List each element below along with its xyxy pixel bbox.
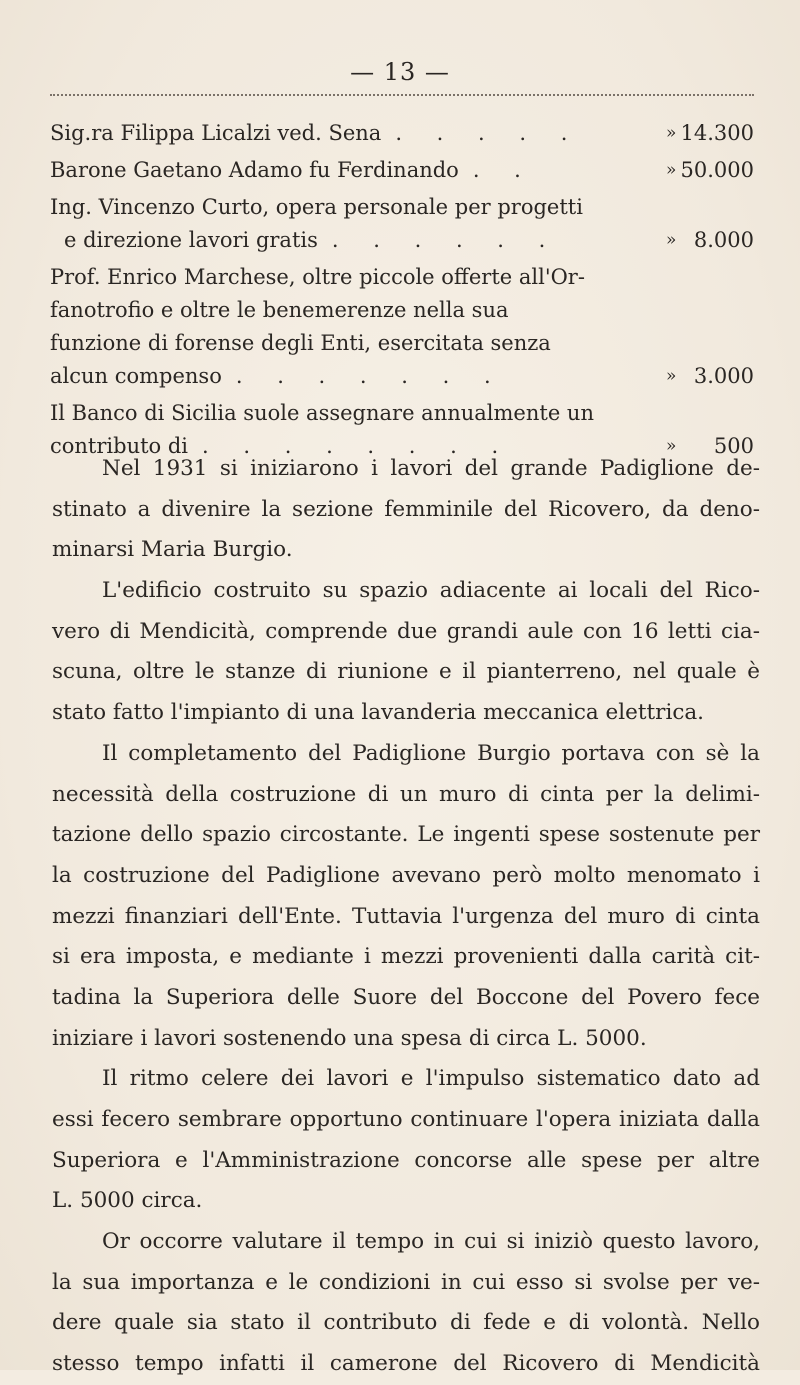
text-line: stinato a divenire la sezione femminile del Ricovero, da deno-: [52, 496, 760, 522]
ledger-entry-line: [50, 117, 762, 150]
text-line: dere quale sia stato il contributo di fede e di volontà. Nello: [52, 1310, 760, 1336]
text-line: stesso tempo infatti il camerone del Ricovero di Mendicità: [52, 1351, 760, 1377]
dotted-divider: [50, 94, 754, 96]
ledger-amount: 14.300: [680, 121, 754, 145]
ditto-mark: »: [666, 160, 677, 180]
ledger-entry-text: Il Banco di Sicilia suole assegnare annualmente un: [50, 401, 594, 425]
dot-leader: . . . . . . .: [235, 364, 505, 388]
ledger-entry-line: [50, 261, 762, 294]
text-line: necessità della costruzione di un muro di cinta per la delimi-: [52, 781, 760, 807]
paragraph: [52, 571, 760, 734]
ledger-entry-line: [50, 154, 762, 187]
ledger-entry-text: Sig.ra Filippa Licalzi ved. Sena: [50, 121, 382, 145]
ledger-entry-text: Ing. Vincenzo Curto, opera personale per progetti: [50, 195, 583, 219]
text-line: Or occorre valutare il tempo in cui si iniziò questo lavoro,: [102, 1229, 760, 1255]
paragraph: [52, 734, 760, 1060]
ledger-entry-text: funzione di forense degli Enti, esercitata senza: [50, 331, 551, 355]
text-line: Il ritmo celere dei lavori e l'impulso sistematico dato ad: [102, 1066, 760, 1092]
ledger-entry: [50, 117, 762, 150]
text-line: L. 5000 circa.: [52, 1188, 203, 1214]
ledger-entry-line: [50, 191, 762, 224]
ledger-entry: [50, 154, 762, 187]
ledger-entry-text: contributo di: [50, 434, 189, 458]
page-number: — 13 —: [350, 58, 450, 86]
text-line: iniziare i lavori sostenendo una spesa di circa L. 5000.: [52, 1025, 647, 1051]
text-line: tadina la Superiora delle Suore del Boccone del Povero fece: [52, 984, 760, 1010]
ledger-entry-text: fanotrofio e oltre le benemerenze nella sua: [50, 298, 509, 322]
ledger-entry-line: [50, 294, 762, 327]
text-line: stato fatto l'impianto di una lavanderia meccanica elettrica.: [52, 700, 705, 726]
ledger-entry-text: Barone Gaetano Adamo fu Ferdinando: [50, 158, 459, 182]
ledger-entry-line: [50, 360, 762, 393]
text-line: tazione dello spazio circostante. Le ingenti spese sostenute per: [52, 822, 760, 848]
ledger-entry: [50, 261, 762, 393]
text-line: la sua importanza e le condizioni in cui esso si svolse per ve-: [52, 1269, 760, 1295]
ledger-entry-line: [50, 327, 762, 360]
ledger-amount: 50.000: [680, 158, 754, 182]
donations-ledger: [50, 117, 762, 467]
ditto-mark: »: [666, 366, 677, 386]
text-line: vero di Mendicità, comprende due grandi aule con 16 letti cia-: [52, 618, 760, 644]
paragraph: [52, 1059, 760, 1222]
text-line: L'edificio costruito su spazio adiacente ai locali del Rico-: [102, 578, 760, 604]
text-line: scuna, oltre le stanze di riunione e il pianterreno, nel quale è: [52, 659, 760, 685]
text-line: la costruzione del Padiglione avevano però molto menomato i: [52, 862, 760, 888]
ledger-entry-text: Prof. Enrico Marchese, oltre piccole offerte all'Or-: [50, 265, 585, 289]
ledger-entry-line: [50, 397, 762, 430]
ledger-entry-line: [50, 224, 762, 257]
ledger-amount: 8.000: [693, 228, 754, 252]
paragraph: [52, 449, 760, 571]
text-line: Nel 1931 si iniziarono i lavori del grande Padiglione de-: [102, 456, 760, 481]
dot-leader: . .: [472, 158, 535, 182]
body-text: [52, 449, 760, 1385]
dot-leader: . . . . .: [395, 121, 582, 145]
text-line: Superiora e l'Amministrazione concorse alle spese per altre: [52, 1147, 760, 1173]
dot-leader: . . . . . .: [331, 228, 560, 252]
text-line: Il completamento del Padiglione Burgio portava con sè la: [102, 740, 760, 766]
ledger-amount: 500: [713, 434, 754, 458]
ditto-mark: »: [666, 230, 677, 250]
text-line: minarsi Maria Burgio.: [52, 537, 293, 563]
dot-leader: . . . . . . . .: [202, 434, 513, 458]
text-line: si era imposta, e mediante i mezzi provenienti dalla carità cit-: [52, 944, 760, 970]
ditto-mark: »: [666, 436, 677, 456]
text-line: mezzi finanziari dell'Ente. Tuttavia l'urgenza del muro di cinta: [52, 903, 760, 929]
ledger-entry: [50, 191, 762, 257]
text-line: essi fecero sembrare opportuno continuare l'opera iniziata dalla: [52, 1107, 760, 1132]
paragraph: [52, 1222, 760, 1385]
ledger-entry-text: e direzione lavori gratis: [64, 228, 318, 252]
ledger-entry-text: alcun compenso: [50, 364, 222, 388]
ditto-mark: »: [666, 123, 677, 143]
ledger-amount: 3.000: [693, 364, 754, 388]
